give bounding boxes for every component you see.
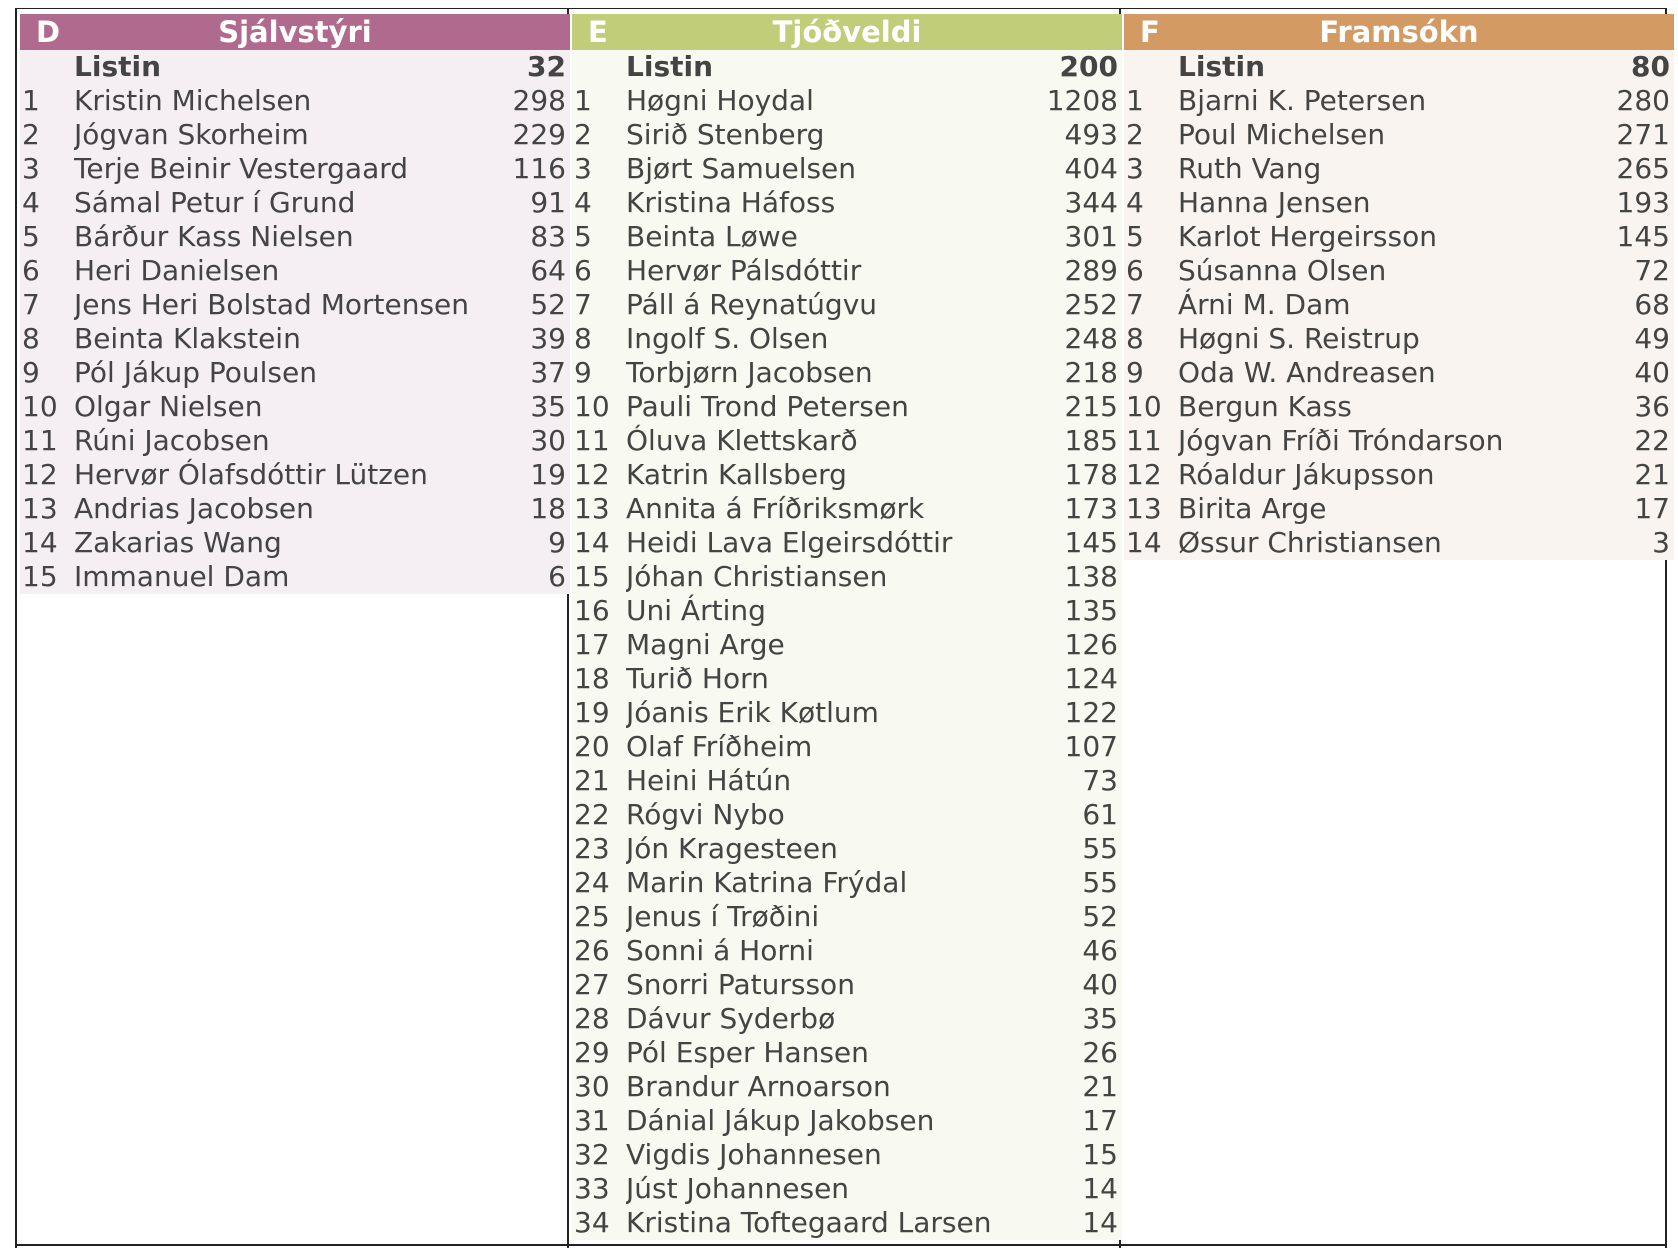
candidate-name: Terje Beinir Vestergaard: [74, 152, 409, 185]
candidate-name: Pól Esper Hansen: [626, 1036, 869, 1069]
candidate-row: [20, 390, 570, 424]
candidate-rank: 2: [574, 118, 592, 151]
candidate-votes: 36: [1634, 390, 1670, 423]
candidate-rank: 7: [1126, 288, 1144, 321]
candidate-votes: 61: [1082, 798, 1118, 831]
candidate-votes: 9: [548, 526, 566, 559]
candidate-votes: 248: [1064, 322, 1118, 355]
candidate-row: [1124, 118, 1674, 152]
candidate-name: Ruth Vang: [1178, 152, 1322, 185]
candidate-row: [572, 84, 1122, 118]
candidate-name: Poul Michelsen: [1178, 118, 1386, 151]
candidate-votes: 289: [1064, 254, 1118, 287]
candidate-votes: 15: [1082, 1138, 1118, 1171]
candidate-rank: 13: [22, 492, 58, 525]
candidate-votes: 145: [1616, 220, 1670, 253]
candidate-name: Kristina Toftegaard Larsen: [626, 1206, 992, 1239]
candidate-row: [572, 492, 1122, 526]
candidate-rank: 18: [574, 662, 610, 695]
candidate-row: [572, 934, 1122, 968]
candidate-rank: 10: [22, 390, 58, 423]
candidate-votes: 46: [1082, 934, 1118, 967]
candidate-row: [572, 118, 1122, 152]
candidate-votes: 493: [1064, 118, 1118, 151]
candidate-row: [20, 220, 570, 254]
candidate-list: [1124, 50, 1674, 560]
candidate-rank: 34: [574, 1206, 610, 1239]
candidate-rank: 28: [574, 1002, 610, 1035]
candidate-name: Brandur Arnoarson: [626, 1070, 891, 1103]
candidate-rank: 29: [574, 1036, 610, 1069]
candidate-rank: 27: [574, 968, 610, 1001]
candidate-rank: 17: [574, 628, 610, 661]
candidate-name: Bjørt Samuelsen: [626, 152, 857, 185]
candidate-rank: 12: [22, 458, 58, 491]
candidate-rank: 13: [574, 492, 610, 525]
party-letter: F: [1140, 15, 1160, 49]
candidate-votes: 124: [1064, 662, 1118, 695]
candidate-rank: 2: [1126, 118, 1144, 151]
candidate-name: Kristin Michelsen: [74, 84, 312, 117]
candidate-votes: 145: [1064, 526, 1118, 559]
candidate-name: Snorri Patursson: [626, 968, 855, 1001]
candidate-name: Pól Jákup Poulsen: [74, 356, 317, 389]
candidate-rank: 4: [22, 186, 40, 219]
candidate-row: [20, 118, 570, 152]
candidate-votes: 35: [1082, 1002, 1118, 1035]
candidate-name: Dávur Syderbø: [626, 1002, 836, 1035]
candidate-votes: 14: [1082, 1206, 1118, 1239]
candidate-name: Heini Hátún: [626, 764, 792, 797]
candidate-row: [572, 560, 1122, 594]
candidate-rank: 10: [1126, 390, 1162, 423]
list-votes: 32: [527, 50, 566, 83]
table-bottom-border: [15, 1244, 1667, 1246]
candidate-votes: 138: [1064, 560, 1118, 593]
candidate-name: Øssur Christiansen: [1178, 526, 1442, 559]
candidate-rank: 20: [574, 730, 610, 763]
candidate-name: Jón Kragesteen: [626, 832, 838, 865]
candidate-name: Hanna Jensen: [1178, 186, 1371, 219]
candidate-name: Oda W. Andreasen: [1178, 356, 1436, 389]
candidate-row: [572, 356, 1122, 390]
candidate-name: Heri Danielsen: [74, 254, 280, 287]
candidate-rank: 26: [574, 934, 610, 967]
candidate-row: [572, 152, 1122, 186]
candidate-row: [572, 254, 1122, 288]
candidate-votes: 14: [1082, 1172, 1118, 1205]
candidate-rank: 3: [574, 152, 592, 185]
candidate-rank: 16: [574, 594, 610, 627]
party-column: [1124, 14, 1674, 560]
candidate-row: [572, 662, 1122, 696]
candidate-votes: 64: [530, 254, 566, 287]
candidate-votes: 215: [1064, 390, 1118, 423]
candidate-name: Róaldur Jákupsson: [1178, 458, 1435, 491]
candidate-rank: 22: [574, 798, 610, 831]
candidate-rank: 8: [574, 322, 592, 355]
candidate-name: Torbjørn Jacobsen: [626, 356, 873, 389]
candidate-name: Jenus í Trøðini: [626, 900, 820, 933]
candidate-row: [20, 560, 570, 594]
candidate-name: Olgar Nielsen: [74, 390, 263, 423]
candidate-rank: 3: [1126, 152, 1144, 185]
party-header: [20, 14, 570, 50]
candidate-votes: 135: [1064, 594, 1118, 627]
list-label: Listin: [74, 50, 162, 83]
candidate-name: Rógvi Nybo: [626, 798, 785, 831]
candidate-votes: 21: [1634, 458, 1670, 491]
candidate-row: [572, 1002, 1122, 1036]
party-name: Framsókn: [1319, 15, 1479, 49]
candidate-name: Jóanis Erik Køtlum: [626, 696, 879, 729]
candidate-rank: 12: [574, 458, 610, 491]
party-column: [20, 14, 570, 594]
candidate-rank: 19: [574, 696, 610, 729]
candidate-name: Hervør Pálsdóttir: [626, 254, 862, 287]
candidate-row: [20, 84, 570, 118]
candidate-name: Ingolf S. Olsen: [626, 322, 829, 355]
candidate-rank: 21: [574, 764, 610, 797]
party-letter: D: [36, 15, 61, 49]
candidate-rank: 6: [1126, 254, 1144, 287]
candidate-row: [20, 356, 570, 390]
candidate-votes: 52: [1082, 900, 1118, 933]
candidate-votes: 298: [512, 84, 566, 117]
candidate-name: Hervør Ólafsdóttir Lützen: [74, 458, 428, 491]
party-letter: E: [588, 15, 608, 49]
candidate-votes: 55: [1082, 832, 1118, 865]
candidate-name: Sirið Stenberg: [626, 118, 825, 151]
candidate-row: [572, 186, 1122, 220]
candidate-votes: 126: [1064, 628, 1118, 661]
candidate-name: Beinta Klakstein: [74, 322, 301, 355]
party-header: [572, 14, 1122, 50]
candidate-name: Immanuel Dam: [74, 560, 290, 593]
candidate-votes: 1208: [1046, 84, 1118, 117]
candidate-name: Bárður Kass Nielsen: [74, 220, 354, 253]
candidate-votes: 17: [1082, 1104, 1118, 1137]
candidate-votes: 280: [1616, 84, 1670, 117]
candidate-name: Beinta Løwe: [626, 220, 798, 253]
candidate-rank: 11: [1126, 424, 1162, 457]
candidate-rank: 10: [574, 390, 610, 423]
candidate-votes: 271: [1616, 118, 1670, 151]
candidate-votes: 26: [1082, 1036, 1118, 1069]
candidate-rank: 1: [1126, 84, 1144, 117]
candidate-votes: 344: [1064, 186, 1118, 219]
candidate-row: [1124, 322, 1674, 356]
candidate-row: [572, 1036, 1122, 1070]
candidate-row: [572, 628, 1122, 662]
candidate-name: Pauli Trond Petersen: [626, 390, 909, 423]
candidate-name: Jógvan Skorheim: [74, 118, 309, 151]
candidate-votes: 49: [1634, 322, 1670, 355]
candidate-name: Súsanna Olsen: [1178, 254, 1387, 287]
candidate-votes: 122: [1064, 696, 1118, 729]
candidate-votes: 193: [1616, 186, 1670, 219]
candidate-rank: 15: [22, 560, 58, 593]
candidate-row: [20, 288, 570, 322]
candidate-votes: 173: [1064, 492, 1118, 525]
candidate-row: [1124, 84, 1674, 118]
candidate-votes: 185: [1064, 424, 1118, 457]
candidate-name: Annita á Fríðriksmørk: [626, 492, 925, 525]
candidate-name: Zakarias Wang: [74, 526, 282, 559]
candidate-row: [572, 798, 1122, 832]
candidate-votes: 301: [1064, 220, 1118, 253]
candidate-rank: 23: [574, 832, 610, 865]
candidate-rank: 7: [22, 288, 40, 321]
candidate-row: [572, 594, 1122, 628]
candidate-row: [1124, 186, 1674, 220]
candidate-row: [1124, 424, 1674, 458]
list-label: Listin: [626, 50, 714, 83]
candidate-rank: 15: [574, 560, 610, 593]
candidate-name: Vigdis Johannesen: [626, 1138, 882, 1171]
candidate-votes: 55: [1082, 866, 1118, 899]
candidate-rank: 5: [22, 220, 40, 253]
list-votes-row: [20, 50, 570, 84]
candidate-row: [1124, 288, 1674, 322]
candidate-votes: 22: [1634, 424, 1670, 457]
candidate-name: Rúni Jacobsen: [74, 424, 270, 457]
candidate-row: [572, 1138, 1122, 1172]
list-votes: 80: [1631, 50, 1670, 83]
candidate-row: [20, 526, 570, 560]
candidate-votes: 72: [1634, 254, 1670, 287]
candidate-name: Júst Johannesen: [626, 1172, 850, 1205]
candidate-rank: 14: [574, 526, 610, 559]
candidate-votes: 30: [530, 424, 566, 457]
candidate-name: Marin Katrina Frýdal: [626, 866, 908, 899]
candidate-name: Kristina Háfoss: [626, 186, 836, 219]
candidate-rank: 11: [22, 424, 58, 457]
party-column: [572, 14, 1122, 1240]
candidate-name: Jens Heri Bolstad Mortensen: [74, 288, 470, 321]
candidate-row: [572, 322, 1122, 356]
candidate-name: Óluva Klettskarð: [626, 424, 858, 457]
candidate-row: [572, 968, 1122, 1002]
candidate-votes: 91: [530, 186, 566, 219]
candidate-row: [572, 730, 1122, 764]
candidate-name: Bergun Kass: [1178, 390, 1352, 423]
candidate-votes: 73: [1082, 764, 1118, 797]
candidate-row: [20, 152, 570, 186]
candidate-row: [20, 424, 570, 458]
candidate-votes: 3: [1652, 526, 1670, 559]
candidate-rank: 14: [1126, 526, 1162, 559]
candidate-row: [572, 900, 1122, 934]
candidate-rank: 31: [574, 1104, 610, 1137]
candidate-name: Sonni á Horni: [626, 934, 814, 967]
candidate-row: [572, 1172, 1122, 1206]
candidate-rank: 13: [1126, 492, 1162, 525]
candidate-votes: 265: [1616, 152, 1670, 185]
candidate-row: [572, 866, 1122, 900]
list-votes: 200: [1059, 50, 1118, 83]
candidate-list: [20, 50, 570, 594]
candidate-rank: 14: [22, 526, 58, 559]
candidate-row: [572, 1206, 1122, 1240]
candidate-votes: 178: [1064, 458, 1118, 491]
candidate-row: [1124, 152, 1674, 186]
candidate-name: Olaf Fríðheim: [626, 730, 813, 763]
candidate-votes: 116: [512, 152, 566, 185]
candidate-name: Katrin Kallsberg: [626, 458, 847, 491]
candidate-name: Árni M. Dam: [1178, 288, 1351, 321]
candidate-name: Høgni S. Reistrup: [1178, 322, 1420, 355]
candidate-name: Heidi Lava Elgeirsdóttir: [626, 526, 953, 559]
candidate-row: [572, 696, 1122, 730]
party-name: Tjóðveldi: [772, 15, 922, 49]
candidate-row: [20, 322, 570, 356]
candidate-name: Høgni Hoydal: [626, 84, 814, 117]
list-votes-row: [572, 50, 1122, 84]
candidate-row: [1124, 390, 1674, 424]
candidate-rank: 7: [574, 288, 592, 321]
candidate-row: [572, 1104, 1122, 1138]
candidate-votes: 252: [1064, 288, 1118, 321]
candidate-row: [1124, 458, 1674, 492]
candidate-votes: 37: [530, 356, 566, 389]
candidate-votes: 404: [1064, 152, 1118, 185]
candidate-votes: 17: [1634, 492, 1670, 525]
candidate-row: [1124, 356, 1674, 390]
candidate-votes: 40: [1082, 968, 1118, 1001]
candidate-name: Magni Arge: [626, 628, 785, 661]
candidate-rank: 30: [574, 1070, 610, 1103]
candidate-rank: 12: [1126, 458, 1162, 491]
candidate-votes: 218: [1064, 356, 1118, 389]
candidate-row: [572, 424, 1122, 458]
candidate-rank: 33: [574, 1172, 610, 1205]
candidate-row: [1124, 492, 1674, 526]
list-label: Listin: [1178, 50, 1266, 83]
candidate-row: [572, 764, 1122, 798]
candidate-row: [572, 832, 1122, 866]
party-header: [1124, 14, 1674, 50]
candidate-name: Sámal Petur í Grund: [74, 186, 356, 219]
candidate-rank: 1: [574, 84, 592, 117]
candidate-row: [572, 288, 1122, 322]
candidate-row: [1124, 220, 1674, 254]
candidate-rank: 4: [1126, 186, 1144, 219]
candidate-votes: 21: [1082, 1070, 1118, 1103]
candidate-rank: 32: [574, 1138, 610, 1171]
candidate-rank: 6: [22, 254, 40, 287]
candidate-rank: 4: [574, 186, 592, 219]
candidate-rank: 5: [1126, 220, 1144, 253]
candidate-row: [572, 220, 1122, 254]
candidate-rank: 1: [22, 84, 40, 117]
candidate-rank: 9: [22, 356, 40, 389]
party-name: Sjálvstýri: [218, 15, 372, 49]
candidate-rank: 3: [22, 152, 40, 185]
candidate-votes: 83: [530, 220, 566, 253]
candidate-row: [20, 254, 570, 288]
candidate-name: Páll á Reynatúgvu: [626, 288, 878, 321]
candidate-row: [1124, 254, 1674, 288]
candidate-rank: 6: [574, 254, 592, 287]
candidate-row: [1124, 526, 1674, 560]
candidate-name: Karlot Hergeirsson: [1178, 220, 1437, 253]
candidate-row: [572, 390, 1122, 424]
candidate-row: [572, 1070, 1122, 1104]
candidate-row: [20, 458, 570, 492]
candidate-votes: 39: [530, 322, 566, 355]
candidate-rank: 5: [574, 220, 592, 253]
candidate-votes: 68: [1634, 288, 1670, 321]
candidate-votes: 35: [530, 390, 566, 423]
candidate-rank: 8: [1126, 322, 1144, 355]
candidate-rank: 9: [574, 356, 592, 389]
candidate-row: [20, 186, 570, 220]
candidate-name: Turið Horn: [626, 662, 769, 695]
candidate-list: [572, 50, 1122, 1240]
candidate-row: [572, 458, 1122, 492]
candidate-votes: 107: [1064, 730, 1118, 763]
candidate-row: [572, 526, 1122, 560]
candidate-name: Jóhan Christiansen: [626, 560, 888, 593]
candidate-name: Birita Arge: [1178, 492, 1327, 525]
candidate-name: Jógvan Fríði Tróndarson: [1178, 424, 1504, 457]
candidate-rank: 9: [1126, 356, 1144, 389]
candidate-rank: 2: [22, 118, 40, 151]
candidate-votes: 19: [530, 458, 566, 491]
list-votes-row: [1124, 50, 1674, 84]
candidate-name: Dánial Jákup Jakobsen: [626, 1104, 935, 1137]
candidate-rank: 11: [574, 424, 610, 457]
candidate-votes: 18: [530, 492, 566, 525]
candidate-name: Bjarni K. Petersen: [1178, 84, 1427, 117]
candidate-votes: 6: [548, 560, 566, 593]
candidate-votes: 40: [1634, 356, 1670, 389]
candidate-rank: 25: [574, 900, 610, 933]
candidate-name: Uni Árting: [626, 594, 766, 627]
candidate-rank: 24: [574, 866, 610, 899]
candidate-name: Andrias Jacobsen: [74, 492, 314, 525]
candidate-rank: 8: [22, 322, 40, 355]
candidate-votes: 229: [512, 118, 566, 151]
candidate-votes: 52: [530, 288, 566, 321]
candidate-row: [20, 492, 570, 526]
